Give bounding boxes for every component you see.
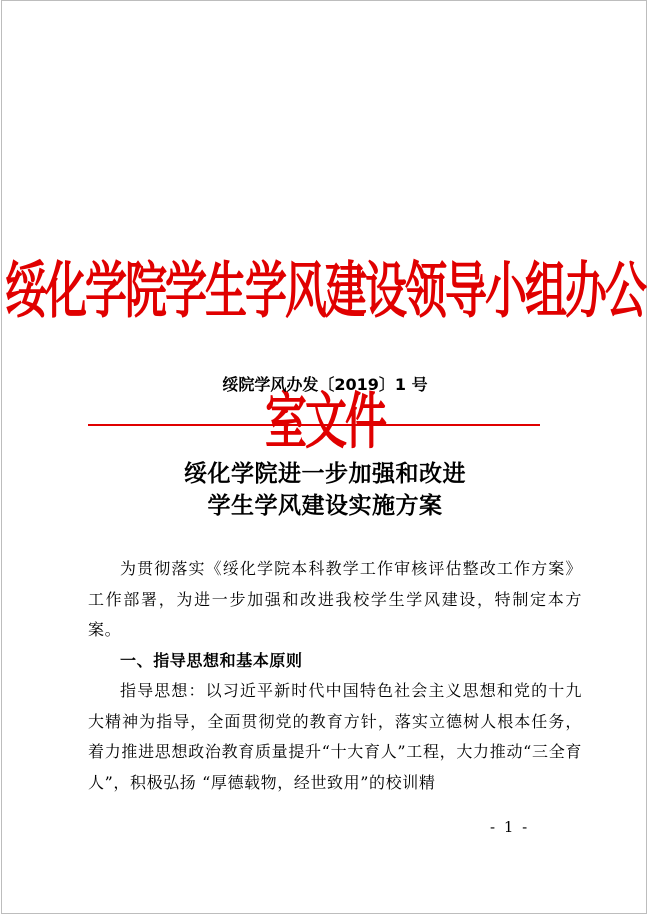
page-number: - 1 - (490, 818, 530, 836)
red-header-title: 绥化学院学生学风建设领导小组办公室文件 (4, 255, 645, 457)
guiding-principle-paragraph (88, 676, 582, 798)
intro-paragraph: 为贯彻落实《绥化学院本科教学工作审核评估整改工作方案》工作部署，为进一步加强和改进我校学生学风建设，特制定本方案。 (88, 559, 582, 639)
guiding-principle-text: 以习近平新时代中国特色社会主义思想和党的十九大精神为指导，全面贯彻党的教育方针，落实立德树人根本任务，着力推进思想政治教育质量提升“十大育人”工程，大力推动“三全育人”，积极弘扬 “厚德载物，经世致用”的校训精 (88, 681, 582, 792)
guiding-principle-label: 指导思想： (120, 681, 206, 700)
document-number: 绥院学风办发〔2019〕1 号 (222, 375, 428, 394)
document-title-line-1: 绥化学院进一步加强和改进 (184, 460, 466, 487)
document-title (0, 458, 650, 522)
document-body (88, 554, 582, 798)
red-divider-rule (88, 424, 540, 426)
section-1-heading: 一、指导思想和基本原则 (120, 650, 303, 670)
document-title-line-2: 学生学风建设实施方案 (207, 492, 443, 519)
